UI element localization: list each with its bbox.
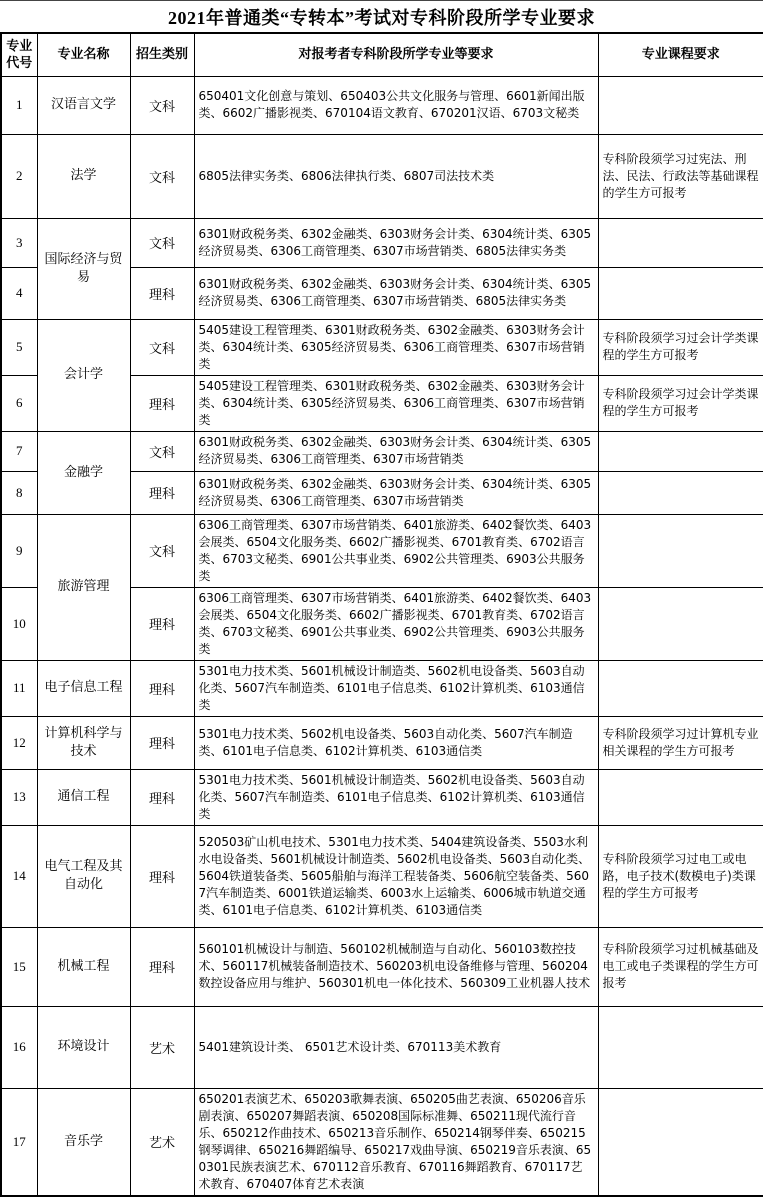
requirements-cell: 5301电力技术类、5602机电设备类、5603自动化类、5607汽车制造类、6101电子信息类、6102计算机类、6103通信类 (194, 716, 598, 769)
table-row (1, 927, 763, 1006)
category-cell: 理科 (130, 471, 194, 514)
major-name-cell: 环境设计 (37, 1006, 130, 1088)
header-category: 招生类别 (130, 33, 194, 76)
major-code-cell: 16 (1, 1006, 37, 1088)
table-row (1, 716, 763, 769)
category-cell: 文科 (130, 431, 194, 471)
category-cell: 理科 (130, 825, 194, 927)
major-name-cell: 国际经济与贸易 (37, 218, 130, 319)
course-requirement-cell (598, 587, 763, 660)
requirements-cell: 560101机械设计与制造、560102机械制造与自动化、560103数控技术、560117机械装备制造技术、560203机电设备维修与管理、560204数控设备应用与维护、560301机电一体化技术、560309工业机器人技术 (194, 927, 598, 1006)
course-requirement-cell (598, 218, 763, 267)
major-code-cell: 2 (1, 134, 37, 218)
category-cell: 理科 (130, 587, 194, 660)
course-requirement-cell (598, 514, 763, 587)
requirements-table (0, 32, 763, 1197)
table-row (1, 769, 763, 825)
table-header-row (1, 33, 763, 76)
requirements-cell: 6301财政税务类、6302金融类、6303财务会计类、6304统计类、6305经济贸易类、6306工商管理类、6307市场营销类、6805法律实务类 (194, 267, 598, 319)
major-name-cell: 法学 (37, 134, 130, 218)
requirements-cell: 5301电力技术类、5601机械设计制造类、5602机电设备类、5603自动化类、5607汽车制造类、6101电子信息类、6102计算机类、6103通信类 (194, 769, 598, 825)
category-cell: 理科 (130, 769, 194, 825)
major-name-cell: 机械工程 (37, 927, 130, 1006)
table-row (1, 825, 763, 927)
major-code-cell: 15 (1, 927, 37, 1006)
course-requirement-cell: 专科阶段须学习过计算机专业相关课程的学生方可报考 (598, 716, 763, 769)
requirements-cell: 5401建筑设计类、 6501艺术设计类、670113美术教育 (194, 1006, 598, 1088)
major-code-cell: 9 (1, 514, 37, 587)
major-name-cell: 通信工程 (37, 769, 130, 825)
course-requirement-cell: 专科阶段须学习过机械基础及电工或电子类课程的学生方可报考 (598, 927, 763, 1006)
table-row (1, 218, 763, 267)
course-requirement-cell (598, 1006, 763, 1088)
category-cell: 文科 (130, 134, 194, 218)
category-cell: 理科 (130, 375, 194, 431)
header-requirements: 对报考者专科阶段所学专业等要求 (194, 33, 598, 76)
table-row (1, 660, 763, 716)
course-requirement-cell: 专科阶段须学习过会计学类课程的学生方可报考 (598, 375, 763, 431)
requirements-cell: 5405建设工程管理类、6301财政税务类、6302金融类、6303财务会计类、6304统计类、6305经济贸易类、6306工商管理类、6307市场营销类 (194, 375, 598, 431)
table-row (1, 514, 763, 587)
table-row (1, 431, 763, 471)
header-course-requirements: 专业课程要求 (598, 33, 763, 76)
table-row (1, 319, 763, 375)
category-cell: 文科 (130, 218, 194, 267)
major-code-cell: 14 (1, 825, 37, 927)
category-cell: 文科 (130, 514, 194, 587)
requirements-cell: 6301财政税务类、6302金融类、6303财务会计类、6304统计类、6305经济贸易类、6306工商管理类、6307市场营销类、6805法律实务类 (194, 218, 598, 267)
header-major-code: 专业代号 (1, 33, 37, 76)
requirements-cell: 6301财政税务类、6302金融类、6303财务会计类、6304统计类、6305经济贸易类、6306工商管理类、6307市场营销类 (194, 471, 598, 514)
table-row (1, 76, 763, 134)
category-cell: 艺术 (130, 1088, 194, 1196)
major-code-cell: 13 (1, 769, 37, 825)
requirements-cell: 5405建设工程管理类、6301财政税务类、6302金融类、6303财务会计类、6304统计类、6305经济贸易类、6306工商管理类、6307市场营销类 (194, 319, 598, 375)
major-name-cell: 金融学 (37, 431, 130, 514)
requirements-cell: 6805法律实务类、6806法律执行类、6807司法技术类 (194, 134, 598, 218)
course-requirement-cell: 专科阶段须学习过电工或电路，电子技术(数模电子)类课程的学生方可报考 (598, 825, 763, 927)
major-code-cell: 17 (1, 1088, 37, 1196)
course-requirement-cell (598, 660, 763, 716)
requirements-cell: 5301电力技术类、5601机械设计制造类、5602机电设备类、5603自动化类、5607汽车制造类、6101电子信息类、6102计算机类、6103通信类 (194, 660, 598, 716)
table-row (1, 1088, 763, 1196)
course-requirement-cell (598, 769, 763, 825)
course-requirement-cell (598, 471, 763, 514)
major-name-cell: 会计学 (37, 319, 130, 431)
course-requirement-cell (598, 267, 763, 319)
major-name-cell: 汉语言文学 (37, 76, 130, 134)
major-code-cell: 12 (1, 716, 37, 769)
table-row (1, 1006, 763, 1088)
major-code-cell: 8 (1, 471, 37, 514)
requirements-cell: 6301财政税务类、6302金融类、6303财务会计类、6304统计类、6305经济贸易类、6306工商管理类、6307市场营销类 (194, 431, 598, 471)
major-code-cell: 3 (1, 218, 37, 267)
major-name-cell: 旅游管理 (37, 514, 130, 660)
category-cell: 理科 (130, 716, 194, 769)
course-requirement-cell: 专科阶段须学习过会计学类课程的学生方可报考 (598, 319, 763, 375)
major-name-cell: 电子信息工程 (37, 660, 130, 716)
table-row (1, 134, 763, 218)
course-requirement-cell (598, 431, 763, 471)
major-name-cell: 音乐学 (37, 1088, 130, 1196)
requirements-cell: 520503矿山机电技术、5301电力技术类、5404建筑设备类、5503水利水电设备类、5601机械设计制造类、5602机电设备类、5603自动化类、5604铁道装备类、5605船舶与海洋工程装备类、5606航空装备类、5607汽车制造类、6001铁道运输类、6003水上运输类、6006城市轨道交通类、6101电子信息类、6102计算机类、6103通信类 (194, 825, 598, 927)
major-code-cell: 7 (1, 431, 37, 471)
header-major-name: 专业名称 (37, 33, 130, 76)
category-cell: 理科 (130, 267, 194, 319)
category-cell: 文科 (130, 76, 194, 134)
major-code-cell: 11 (1, 660, 37, 716)
requirements-cell: 6306工商管理类、6307市场营销类、6401旅游类、6402餐饮类、6403会展类、6504文化服务类、6602广播影视类、6701教育类、6702语言类、6703文秘类、6901公共事业类、6902公共管理类、6903公共服务类 (194, 587, 598, 660)
requirements-cell: 650201表演艺术、650203歌舞表演、650205曲艺表演、650206音乐剧表演、650207舞蹈表演、650208国际标准舞、650211现代流行音乐、650212作曲技术、650213音乐制作、650214钢琴伴奏、650215钢琴调律、650216舞蹈编导、650217戏曲导演、650219音乐表演、650301民族表演艺术、670112音乐教育、670116舞蹈教育、670117艺术教育、670407体育艺术表演 (194, 1088, 598, 1196)
category-cell: 文科 (130, 319, 194, 375)
major-code-cell: 10 (1, 587, 37, 660)
requirements-cell: 650401文化创意与策划、650403公共文化服务与管理、6601新闻出版类、6602广播影视类、670104语文教育、670201汉语、6703文秘类 (194, 76, 598, 134)
category-cell: 理科 (130, 927, 194, 1006)
major-code-cell: 4 (1, 267, 37, 319)
major-code-cell: 5 (1, 319, 37, 375)
page-title: 2021年普通类“专转本”考试对专科阶段所学专业要求 (168, 7, 595, 28)
major-name-cell: 计算机科学与技术 (37, 716, 130, 769)
category-cell: 艺术 (130, 1006, 194, 1088)
course-requirement-cell: 专科阶段须学习过宪法、刑法、民法、行政法等基础课程的学生方可报考 (598, 134, 763, 218)
requirements-cell: 6306工商管理类、6307市场营销类、6401旅游类、6402餐饮类、6403会展类、6504文化服务类、6602广播影视类、6701教育类、6702语言类、6703文秘类、6901公共事业类、6902公共管理类、6903公共服务类 (194, 514, 598, 587)
course-requirement-cell (598, 1088, 763, 1196)
major-code-cell: 6 (1, 375, 37, 431)
major-code-cell: 1 (1, 76, 37, 134)
course-requirement-cell (598, 76, 763, 134)
category-cell: 理科 (130, 660, 194, 716)
major-name-cell: 电气工程及其自动化 (37, 825, 130, 927)
